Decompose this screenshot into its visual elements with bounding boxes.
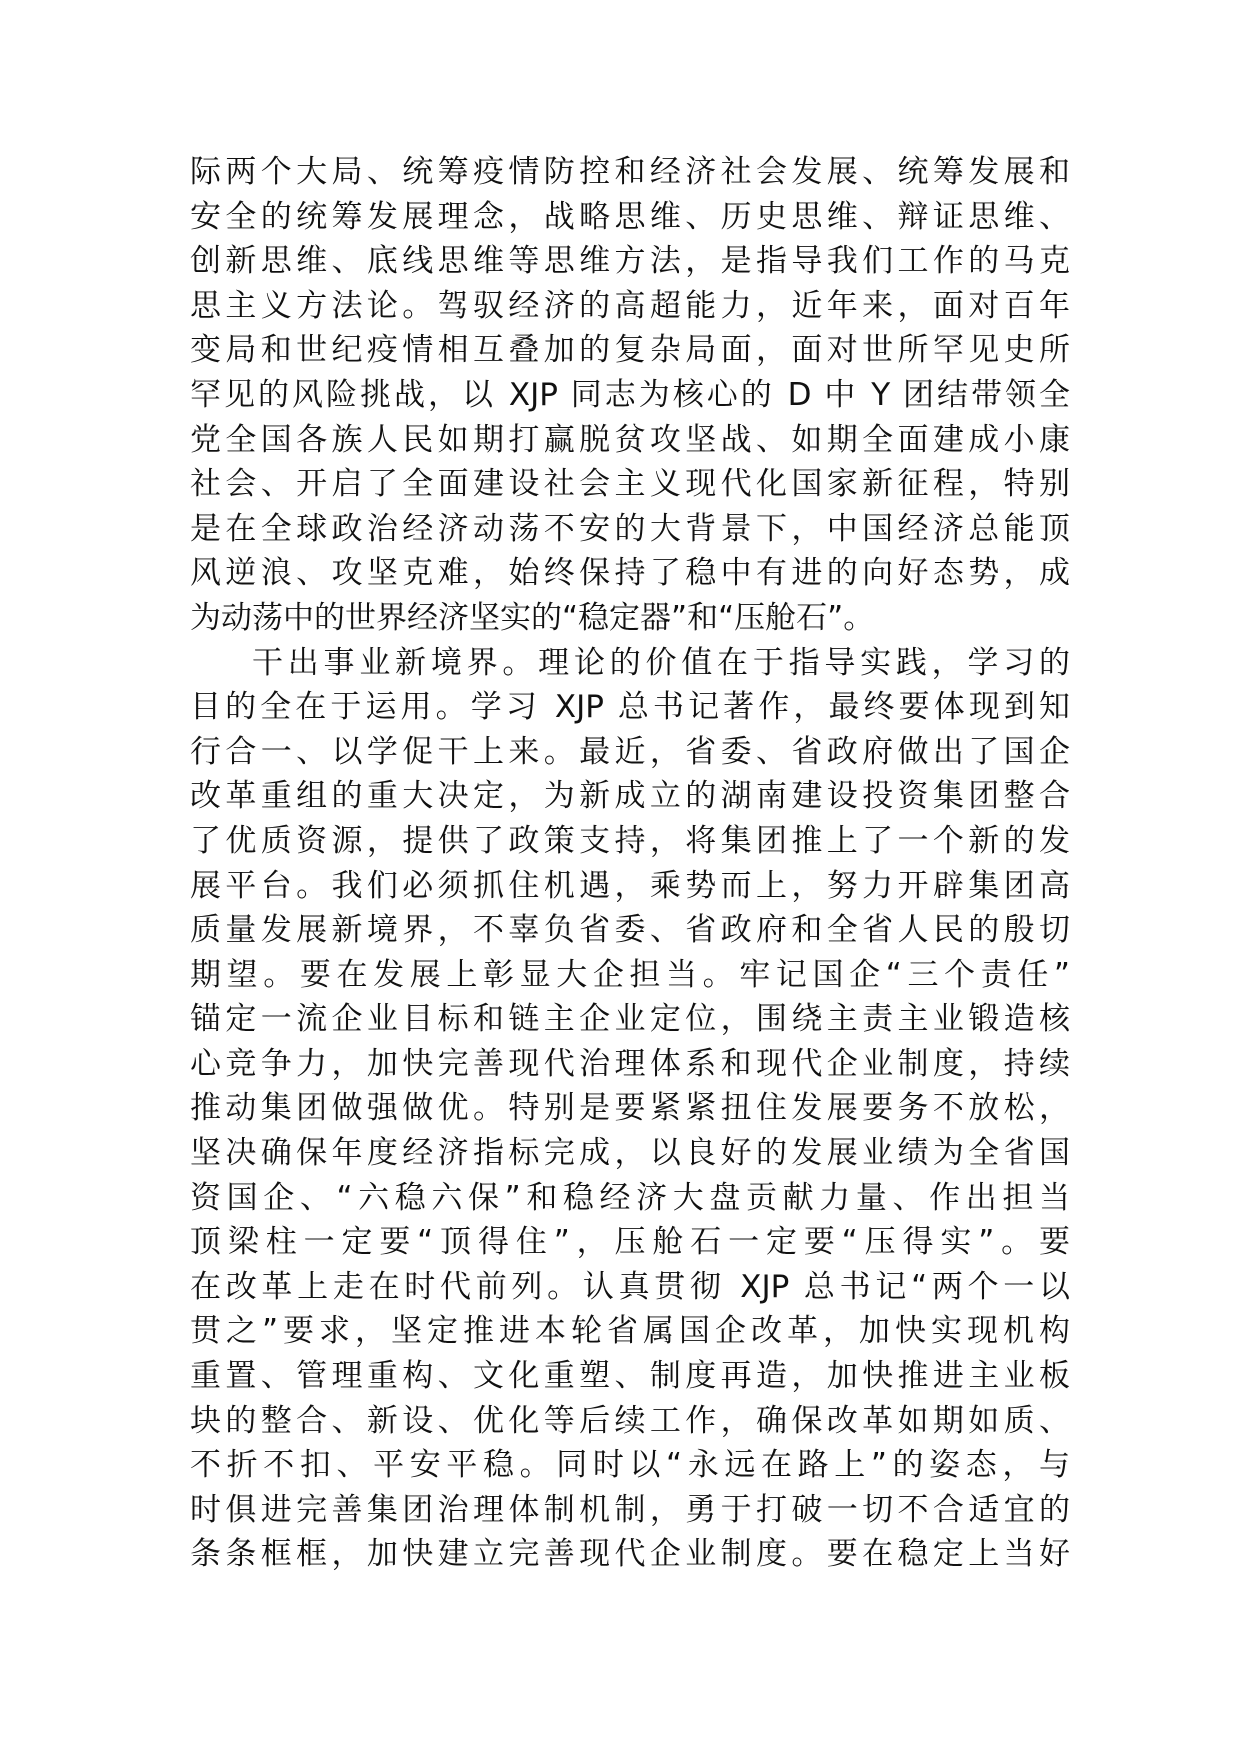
text-line: 罕见的风险挑战，以 XJP 同志为核心的 D 中 Y 团结带领全 — [190, 376, 1070, 413]
text-line: 展平台。我们必须抓住机遇，乘势而上，努力开辟集团高 — [190, 867, 1070, 904]
text-line: 推动集团做强做优。特别是要紧紧扭住发展要务不放松， — [190, 1090, 1070, 1127]
text-line: 心竞争力，加快完善现代治理体系和现代企业制度，持续 — [190, 1045, 1070, 1082]
text-line: 坚决确保年度经济指标完成，以良好的发展业绩为全省国 — [190, 1135, 1070, 1172]
text-line: 行合一、以学促干上来。最近，省委、省政府做出了国企 — [190, 733, 1070, 770]
text-line: 贯之”要求，坚定推进本轮省属国企改革，加快实现机构 — [190, 1313, 1070, 1350]
text-line: 安全的统筹发展理念，战略思维、历史思维、辩证思维、 — [190, 198, 1070, 235]
text-line: 时俱进完善集团治理体制机制，勇于打破一切不合适宜的 — [190, 1491, 1070, 1528]
text-line: 期望。要在发展上彰显大企担当。牢记国企“三个责任” — [190, 956, 1070, 993]
text-line: 思主义方法论。驾驭经济的高超能力，近年来，面对百年 — [190, 287, 1070, 324]
text-line: 风逆浪、攻坚克难，始终保持了稳中有进的向好态势，成 — [190, 555, 1070, 592]
text-line: 块的整合、新设、优化等后续工作，确保改革如期如质、 — [190, 1402, 1070, 1439]
text-line: 创新思维、底线思维等思维方法，是指导我们工作的马克 — [190, 243, 1070, 280]
text-line: 重置、管理重构、文化重塑、制度再造，加快推进主业板 — [190, 1358, 1070, 1395]
text-line: 资国企、“六稳六保”和稳经济大盘贡献力量、作出担当 — [190, 1179, 1070, 1216]
text-line: 锚定一流企业目标和链主企业定位，围绕主责主业锻造核 — [190, 1001, 1070, 1038]
text-line: 目的全在于运用。学习 XJP 总书记著作，最终要体现到知 — [190, 689, 1070, 726]
text-line: 社会、开启了全面建设社会主义现代化国家新征程，特别 — [190, 466, 1070, 503]
text-line: 不折不扣、平安平稳。同时以“永远在路上”的姿态，与 — [190, 1447, 1070, 1484]
text-line: 在改革上走在时代前列。认真贯彻 XJP 总书记“两个一以 — [190, 1268, 1070, 1305]
text-line: 了优质资源，提供了政策支持，将集团推上了一个新的发 — [190, 822, 1070, 859]
paragraph-start-line: 干出事业新境界。理论的价值在于指导实践，学习的 — [252, 644, 1070, 681]
text-line: 变局和世纪疫情相互叠加的复杂局面，面对世所罕见史所 — [190, 332, 1070, 369]
document-body — [190, 150, 1070, 1577]
text-line: 党全国各族人民如期打赢脱贫攻坚战、如期全面建成小康 — [190, 421, 1070, 458]
text-line: 顶梁柱一定要“顶得住”，压舱石一定要“压得实”。要 — [190, 1224, 1070, 1261]
text-line: 质量发展新境界，不辜负省委、省政府和全省人民的殷切 — [190, 912, 1070, 949]
text-line: 是在全球政治经济动荡不安的大背景下，中国经济总能顶 — [190, 510, 1070, 547]
text-line: 改革重组的重大决定，为新成立的湖南建设投资集团整合 — [190, 778, 1070, 815]
text-line: 际两个大局、统筹疫情防控和经济社会发展、统筹发展和 — [190, 154, 1070, 190]
text-line: 条条框框，加快建立完善现代企业制度。要在稳定上当好 — [190, 1536, 1070, 1573]
paragraph-end-line: 为动荡中的世界经济坚实的“稳定器”和“压舱石”。 — [190, 599, 875, 636]
